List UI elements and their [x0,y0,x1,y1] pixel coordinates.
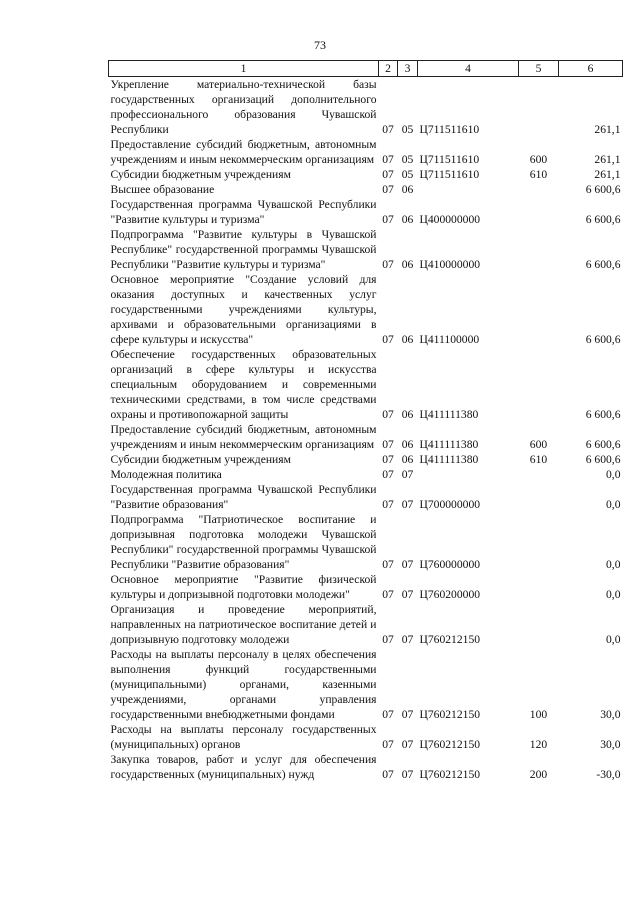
row-target-article-cell: Ц411111380 [419,438,479,451]
row-amount-cell: 0,0 [606,468,621,481]
row-section-cell: 07 [382,168,394,181]
header-cell-subsection: 3 [398,61,418,77]
row-name-cell: Государственная программа Чувашской Республики "Развитие культуры и туризма" [110,198,377,226]
row-subsection-cell: 05 [401,168,414,181]
table-row [109,167,623,182]
row-target-article-cell: Ц711511610 [419,153,480,166]
table-row [109,647,623,722]
row-subsection-cell: 07 [401,588,414,601]
row-subsection-cell: 07 [401,738,414,751]
table-row [109,137,623,167]
table-row [109,272,623,347]
row-expense-type-cell [519,602,559,647]
row-name-cell: Подпрограмма "Патриотическое воспитание и допризывная подготовка молодежи Чувашской Республики" государственной программы Чувашской Республики "Развитие образования" [110,513,377,571]
row-section-cell: 07 [382,213,394,226]
row-amount-cell: 6 600,6 [585,453,621,466]
table-row [109,512,623,572]
table-row [109,422,623,452]
row-subsection-cell: 07 [401,468,414,481]
row-amount-cell: 0,0 [606,633,621,646]
row-amount-cell: 6 600,6 [585,438,621,451]
row-subsection-cell: 06 [401,438,414,451]
row-name-cell: Обеспечение государственных образовательных организаций в сфере культуры и искусства специальным оборудованием и современными техническими средствами, в том числе средствами охраны и противопожарной защиты [110,348,377,421]
row-target-article-cell: Ц411111380 [419,453,479,466]
row-subsection-cell: 06 [401,408,414,421]
row-section-cell: 07 [382,123,394,136]
row-name-cell: Подпрограмма "Развитие культуры в Чувашской Республике" государственной программы Чувашской Республики "Развитие культуры и туризма" [110,228,377,271]
row-section-cell: 07 [382,738,394,751]
row-name-cell: Основное мероприятие "Создание условий для оказания доступных и качественных услуг государственными учреждениями культуры, архивами и образовательными организациями в сфере культуры и искусства" [110,273,377,346]
row-section-cell: 07 [382,498,394,511]
row-expense-type-cell [519,182,559,197]
table-row [109,752,623,782]
row-section-cell: 07 [382,408,394,421]
row-subsection-cell: 06 [401,333,414,346]
row-subsection-cell: 07 [401,558,414,571]
row-name-cell: Расходы на выплаты персоналу государственных (муниципальных) органов [110,723,377,751]
row-section-cell: 07 [382,588,394,601]
row-section-cell: 07 [382,768,394,781]
row-expense-type-cell: 610 [529,453,548,466]
row-amount-cell: 0,0 [606,588,621,601]
row-section-cell: 07 [382,558,394,571]
row-expense-type-cell [519,512,559,572]
row-subsection-cell: 07 [401,498,414,511]
row-section-cell: 07 [382,183,394,196]
header-cell-name: 1 [109,61,379,77]
table-row [109,77,623,138]
row-amount-cell: 0,0 [606,498,621,511]
row-expense-type-cell [519,197,559,227]
row-target-article-cell: Ц411100000 [419,333,480,346]
row-expense-type-cell [519,467,559,482]
header-cell-target-article: 4 [418,61,519,77]
page-number: 73 [314,38,326,52]
row-subsection-cell: 06 [401,258,414,271]
row-target-article-cell: Ц400000000 [419,213,481,226]
table-row [109,722,623,752]
row-target-article-cell: Ц410000000 [419,258,481,271]
row-amount-cell: 261,1 [594,168,621,181]
row-section-cell: 07 [382,453,394,466]
header-cell-expense-type: 5 [519,61,559,77]
row-expense-type-cell: 600 [529,438,548,451]
row-expense-type-cell [519,572,559,602]
row-expense-type-cell [519,482,559,512]
row-expense-type-cell [519,272,559,347]
table-header-row [109,61,623,77]
row-subsection-cell: 06 [401,183,414,196]
row-amount-cell: 261,1 [594,153,621,166]
row-name-cell: Предоставление субсидий бюджетным, автономным учреждениям и иным некоммерческим организациям [110,423,377,451]
row-target-article-cell: Ц760212150 [419,633,481,646]
row-amount-cell: 6 600,6 [585,408,621,421]
row-subsection-cell: 07 [401,708,414,721]
table-row [109,182,623,197]
row-expense-type-cell: 120 [529,738,548,751]
row-amount-cell: 6 600,6 [585,183,621,196]
row-section-cell: 07 [382,153,394,166]
row-subsection-cell: 06 [401,213,414,226]
row-amount-cell: -30,0 [596,768,621,781]
row-section-cell: 07 [382,633,394,646]
row-amount-cell: 6 600,6 [585,333,621,346]
row-name-cell: Высшее образование [110,183,215,196]
row-target-article-cell: Ц760212150 [419,768,481,781]
row-subsection-cell: 06 [401,453,414,466]
table-row [109,197,623,227]
row-target-article-cell: Ц760200000 [419,588,481,601]
row-name-cell: Государственная программа Чувашской Республики "Развитие образования" [110,483,377,511]
row-name-cell: Закупка товаров, работ и услуг для обеспечения государственных (муниципальных) нужд [110,753,377,781]
row-target-article-cell: Ц711511610 [419,123,480,136]
row-subsection-cell: 07 [401,633,414,646]
row-amount-cell: 30,0 [600,738,621,751]
table-row [109,572,623,602]
row-expense-type-cell: 100 [529,708,548,721]
row-expense-type-cell [519,347,559,422]
row-name-cell: Молодежная политика [110,468,222,481]
row-expense-type-cell: 200 [529,768,548,781]
row-target-article-cell [418,182,519,197]
row-name-cell: Основное мероприятие "Развитие физической культуры и допризывной подготовки молодежи" [110,573,377,601]
row-section-cell: 07 [382,468,394,481]
row-subsection-cell: 05 [401,153,414,166]
row-name-cell: Предоставление субсидий бюджетным, автономным учреждениям и иным некоммерческим организациям [110,138,377,166]
header-cell-section: 2 [379,61,398,77]
row-amount-cell: 0,0 [606,558,621,571]
row-target-article-cell: Ц760212150 [419,738,481,751]
row-target-article-cell: Ц411111380 [419,408,479,421]
table-row [109,482,623,512]
row-expense-type-cell: 600 [529,153,548,166]
table-row [109,227,623,272]
row-section-cell: 07 [382,258,394,271]
row-amount-cell: 6 600,6 [585,258,621,271]
row-section-cell: 07 [382,708,394,721]
row-subsection-cell: 05 [401,123,414,136]
row-name-cell: Организация и проведение мероприятий, направленных на патриотическое воспитание детей и допризывную подготовку молодежи [110,603,377,646]
row-section-cell: 07 [382,333,394,346]
row-amount-cell: 261,1 [594,123,621,136]
row-amount-cell: 6 600,6 [585,213,621,226]
row-expense-type-cell: 610 [529,168,548,181]
header-cell-amount: 6 [559,61,623,77]
table-row [109,452,623,467]
row-target-article-cell: Ц760000000 [419,558,481,571]
table-row [109,467,623,482]
row-name-cell: Расходы на выплаты персоналу в целях обеспечения выполнения функций государственными (муниципальными) органами, казенными учреждениями, органами управления государственными внебюджетными фондами [110,648,377,721]
row-section-cell: 07 [382,438,394,451]
row-target-article-cell: Ц760212150 [419,708,481,721]
table-row [109,602,623,647]
row-amount-cell: 30,0 [600,708,621,721]
row-name-cell: Субсидии бюджетным учреждениям [110,168,291,181]
row-name-cell: Субсидии бюджетным учреждениям [110,453,291,466]
row-expense-type-cell [519,77,559,138]
row-target-article-cell: Ц700000000 [419,498,481,511]
table-row [109,347,623,422]
budget-table [108,60,623,782]
row-target-article-cell: Ц711511610 [419,168,480,181]
row-subsection-cell: 07 [401,768,414,781]
row-target-article-cell [418,467,519,482]
row-name-cell: Укрепление материально-технической базы государственных организаций дополнительного профессионального образования Чувашской Республики [110,78,377,136]
row-expense-type-cell [519,227,559,272]
